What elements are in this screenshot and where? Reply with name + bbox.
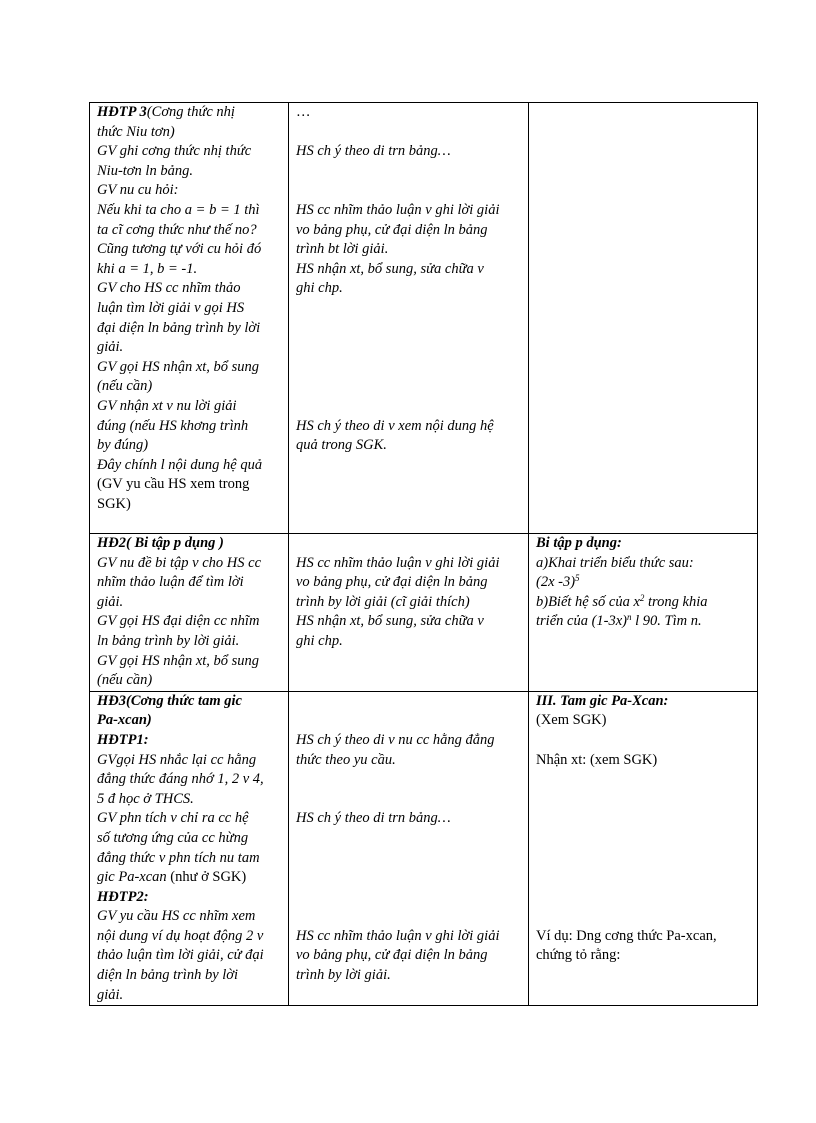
text-run: đẳng thức đáng nhớ 1, 2 v 4, bbox=[97, 771, 264, 788]
text-line bbox=[97, 495, 282, 515]
blank-line bbox=[296, 692, 522, 712]
text-line bbox=[97, 123, 282, 143]
text-run: trong khia bbox=[644, 593, 708, 610]
text-line bbox=[97, 417, 282, 437]
blank-line bbox=[536, 790, 751, 810]
text-run: HĐ2( Bi tập p dụng ) bbox=[97, 535, 224, 551]
text-run: GV nhận xt v nu lời giải bbox=[97, 397, 237, 414]
table-row bbox=[90, 534, 758, 692]
text-line bbox=[97, 142, 282, 162]
content-cell bbox=[529, 534, 758, 692]
text-run: ghi chp. bbox=[296, 280, 343, 297]
text-run: trình bt lời giải. bbox=[296, 241, 389, 258]
text-run: b)Biết hệ số của x bbox=[536, 593, 640, 610]
text-line bbox=[536, 534, 751, 554]
text-run: GV cho HS cc nhĩm thảo bbox=[97, 280, 241, 297]
text-line bbox=[536, 554, 751, 574]
blank-line bbox=[296, 868, 522, 888]
text-line bbox=[97, 554, 282, 574]
table-row bbox=[90, 691, 758, 1006]
text-run: đúng (nếu HS khơng trình bbox=[97, 417, 249, 434]
text-run: GV gọi HS đại diện cc nhĩm bbox=[97, 613, 260, 630]
text-line bbox=[296, 201, 522, 221]
blank-line bbox=[536, 907, 751, 927]
superscript: 5 bbox=[575, 573, 580, 584]
text-line bbox=[97, 299, 282, 319]
text-line bbox=[97, 868, 282, 888]
text-line bbox=[97, 181, 282, 201]
content-cell bbox=[529, 103, 758, 534]
text-run: thảo luận tìm lời giải, cử đại bbox=[97, 947, 264, 964]
text-line bbox=[97, 751, 282, 771]
blank-line bbox=[296, 829, 522, 849]
text-line bbox=[296, 946, 522, 966]
text-run: HĐTP 3 bbox=[97, 104, 147, 120]
text-run: HS ch ý theo di v xem nội dung hệ bbox=[296, 417, 494, 434]
text-run: quả trong SGK. bbox=[296, 437, 387, 454]
text-line bbox=[296, 573, 522, 593]
text-run: HS nhận xt, bổ sung, sửa chữa v bbox=[296, 613, 484, 630]
blank-line bbox=[536, 888, 751, 908]
text-line bbox=[97, 731, 282, 751]
text-run: GV gọi HS nhận xt, bổ sung bbox=[97, 358, 260, 375]
text-run: … bbox=[296, 104, 311, 120]
text-run: số tương ứng của cc hừng bbox=[97, 829, 249, 846]
text-line bbox=[296, 593, 522, 613]
text-line bbox=[296, 731, 522, 751]
text-line bbox=[97, 436, 282, 456]
text-run: HĐ3(Cơng thức tam gic bbox=[97, 692, 242, 709]
text-line bbox=[97, 240, 282, 260]
text-line bbox=[296, 240, 522, 260]
text-line bbox=[97, 397, 282, 417]
text-run: HĐTP2: bbox=[97, 888, 149, 905]
text-line bbox=[97, 986, 282, 1006]
text-run: Niu-tơn ln bảng. bbox=[97, 162, 193, 179]
text-run: HĐTP1: bbox=[97, 731, 149, 748]
text-run: 5 đ học ở THCS. bbox=[97, 790, 194, 807]
blank-line bbox=[296, 299, 522, 319]
text-run: trình by lời giải (cĩ giải thích) bbox=[296, 593, 470, 610]
text-run: SGK) bbox=[97, 495, 131, 512]
text-run: giải. bbox=[97, 339, 124, 356]
text-run: HS nhận xt, bổ sung, sửa chữa v bbox=[296, 260, 484, 277]
text-line bbox=[97, 201, 282, 221]
text-line bbox=[296, 417, 522, 437]
text-line bbox=[296, 554, 522, 574]
teacher-activity-cell bbox=[90, 691, 289, 1006]
text-line bbox=[97, 260, 282, 280]
text-line bbox=[536, 946, 751, 966]
text-run: ta cĩ cơng thức như thế no? bbox=[97, 221, 257, 238]
text-run: GV nu đề bi tập v cho HS cc bbox=[97, 554, 262, 571]
text-line bbox=[296, 260, 522, 280]
text-run: GV phn tích v chỉ ra cc hệ bbox=[97, 810, 249, 827]
text-line bbox=[97, 809, 282, 829]
text-line bbox=[97, 849, 282, 869]
text-line bbox=[97, 829, 282, 849]
text-line bbox=[97, 770, 282, 790]
teacher-activity-cell bbox=[90, 103, 289, 534]
text-line bbox=[97, 456, 282, 476]
text-run: Pa-xcan) bbox=[97, 712, 152, 729]
blank-line bbox=[536, 809, 751, 829]
blank-line bbox=[296, 319, 522, 339]
student-activity-cell bbox=[289, 103, 529, 534]
text-line bbox=[97, 652, 282, 672]
blank-line bbox=[296, 123, 522, 143]
text-line bbox=[296, 436, 522, 456]
teacher-activity-cell bbox=[90, 534, 289, 692]
text-line bbox=[97, 927, 282, 947]
text-run: (GV yu cầu HS xem trong bbox=[97, 476, 250, 493]
text-run: Bi tập p dụng: bbox=[536, 535, 622, 551]
blank-line bbox=[296, 849, 522, 869]
text-line bbox=[536, 573, 751, 593]
text-run: trình by lời giải. bbox=[296, 967, 391, 984]
blank-line bbox=[296, 711, 522, 731]
text-line bbox=[97, 612, 282, 632]
text-run: (Xem SGK) bbox=[536, 712, 607, 729]
text-line bbox=[97, 358, 282, 378]
text-run: GV ghi cơng thức nhị thức bbox=[97, 143, 252, 160]
text-line bbox=[296, 927, 522, 947]
text-run: đại diện ln bảng trình by lời bbox=[97, 319, 261, 336]
text-line bbox=[536, 927, 751, 947]
text-line bbox=[296, 103, 522, 123]
text-run: HS cc nhĩm thảo luận v ghi lời giải bbox=[296, 554, 500, 571]
text-line bbox=[97, 966, 282, 986]
text-line bbox=[536, 692, 751, 712]
text-line bbox=[97, 377, 282, 397]
text-line bbox=[296, 221, 522, 241]
text-run: HS ch ý theo di trn bảng… bbox=[296, 143, 451, 160]
text-run: GV nu cu hỏi: bbox=[97, 182, 179, 199]
blank-line bbox=[296, 377, 522, 397]
text-run: (2x -3) bbox=[536, 574, 576, 591]
text-run: GV gọi HS nhận xt, bổ sung bbox=[97, 652, 260, 669]
text-run: Nhận xt: (xem SGK) bbox=[536, 751, 658, 768]
text-line bbox=[296, 279, 522, 299]
text-line bbox=[296, 809, 522, 829]
text-line bbox=[97, 790, 282, 810]
blank-line bbox=[536, 770, 751, 790]
text-line bbox=[97, 632, 282, 652]
text-line bbox=[296, 632, 522, 652]
text-run: ghi chp. bbox=[296, 632, 343, 649]
text-run: diện ln bảng trình by lời bbox=[97, 967, 239, 984]
text-run: GVgọi HS nhắc lại cc hằng bbox=[97, 751, 257, 768]
text-line bbox=[97, 593, 282, 613]
text-line bbox=[97, 279, 282, 299]
blank-line bbox=[296, 534, 522, 554]
text-line bbox=[536, 593, 751, 613]
text-run: khi a = 1, b = -1. bbox=[97, 260, 198, 277]
text-run: Cũng tương tự với cu hỏi đó bbox=[97, 241, 262, 258]
blank-line bbox=[296, 770, 522, 790]
text-line bbox=[536, 612, 751, 632]
text-run: HS cc nhĩm thảo luận v ghi lời giải bbox=[296, 201, 500, 218]
text-line bbox=[97, 946, 282, 966]
blank-line bbox=[536, 731, 751, 751]
text-line bbox=[97, 103, 282, 123]
text-run: chứng tỏ rằng: bbox=[536, 947, 621, 964]
text-run: (như ở SGK) bbox=[166, 869, 247, 886]
text-run: vo bảng phụ, cử đại diện ln bảng bbox=[296, 221, 488, 238]
text-run: (Cơng thức nhị bbox=[146, 104, 235, 120]
student-activity-cell bbox=[289, 534, 529, 692]
text-run: thức theo yu cầu. bbox=[296, 751, 396, 768]
text-run: a)Khai triển biểu thức sau: bbox=[536, 554, 694, 571]
text-run: by đúng) bbox=[97, 437, 149, 454]
text-line bbox=[97, 319, 282, 339]
text-run: Đây chính l nội dung hệ quả bbox=[97, 456, 263, 473]
text-line bbox=[97, 692, 282, 712]
text-run: nội dung ví dụ hoạt động 2 v bbox=[97, 927, 264, 944]
text-line bbox=[97, 907, 282, 927]
text-run: nhĩm thảo luận để tìm lời bbox=[97, 574, 244, 591]
text-run: HS cc nhĩm thảo luận v ghi lời giải bbox=[296, 927, 500, 944]
blank-line bbox=[296, 907, 522, 927]
text-line bbox=[97, 711, 282, 731]
text-run: ln bảng trình by lời giải. bbox=[97, 632, 240, 649]
text-run: l 90. Tìm n. bbox=[631, 613, 702, 630]
blank-line bbox=[296, 358, 522, 378]
text-run: III. Tam gic Pa-Xcan: bbox=[536, 692, 669, 709]
text-line bbox=[97, 573, 282, 593]
text-line bbox=[97, 162, 282, 182]
text-run: triển của (1-3x) bbox=[536, 613, 627, 630]
text-run: GV yu cầu HS cc nhĩm xem bbox=[97, 908, 256, 925]
blank-line bbox=[296, 181, 522, 201]
text-run: Ví dụ: Dng cơng thức Pa-xcan, bbox=[536, 927, 717, 944]
student-activity-cell bbox=[289, 691, 529, 1006]
text-run: vo bảng phụ, cử đại diện ln bảng bbox=[296, 947, 488, 964]
text-run: luận tìm lời giải v gọi HS bbox=[97, 299, 245, 316]
text-run: giải. bbox=[97, 986, 124, 1003]
content-cell bbox=[529, 691, 758, 1006]
blank-line bbox=[536, 849, 751, 869]
blank-line bbox=[296, 162, 522, 182]
text-run: vo bảng phụ, cử đại diện ln bảng bbox=[296, 574, 488, 591]
text-line bbox=[97, 671, 282, 691]
text-run: giải. bbox=[97, 593, 124, 610]
text-run: (nếu cần) bbox=[97, 378, 153, 395]
table-row bbox=[90, 103, 758, 534]
lesson-plan-table bbox=[89, 102, 758, 1006]
text-run: (nếu cần) bbox=[97, 672, 153, 689]
text-run: thức Niu tơn) bbox=[97, 123, 175, 140]
text-line bbox=[97, 888, 282, 908]
superscript: 2 bbox=[639, 592, 645, 603]
text-line bbox=[97, 534, 282, 554]
text-run: đẳng thức v phn tích nu tam bbox=[97, 849, 260, 866]
text-line bbox=[97, 338, 282, 358]
text-line bbox=[296, 966, 522, 986]
blank-line bbox=[536, 829, 751, 849]
text-line bbox=[97, 475, 282, 495]
text-run: HS ch ý theo di v nu cc hằng đẳng bbox=[296, 731, 495, 748]
text-line bbox=[97, 221, 282, 241]
blank-line bbox=[536, 868, 751, 888]
text-line bbox=[536, 751, 751, 771]
blank-line bbox=[296, 790, 522, 810]
text-run: Nếu khi ta cho a = b = 1 thì bbox=[97, 201, 260, 218]
blank-line bbox=[296, 338, 522, 358]
text-run: gic Pa-xcan bbox=[97, 869, 167, 886]
blank-line bbox=[296, 397, 522, 417]
text-line bbox=[296, 612, 522, 632]
superscript: n bbox=[627, 612, 632, 623]
blank-line bbox=[296, 888, 522, 908]
text-line bbox=[296, 142, 522, 162]
text-run: HS ch ý theo di trn bảng… bbox=[296, 810, 451, 827]
text-line bbox=[296, 751, 522, 771]
text-line bbox=[536, 711, 751, 731]
